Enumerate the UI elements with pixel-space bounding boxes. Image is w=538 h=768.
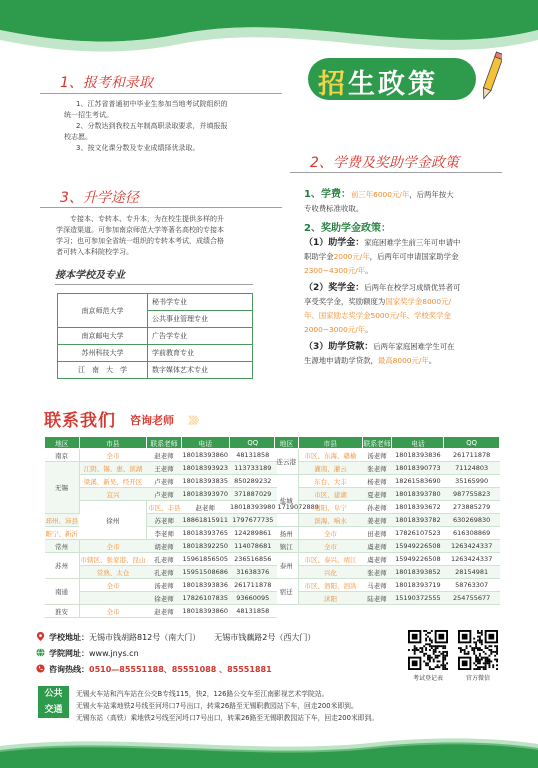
table-row	[275, 566, 500, 579]
bottom-wave-decoration	[0, 736, 538, 768]
city-cell: 市区、丰县	[147, 501, 182, 514]
teacher-cell: 虞老师	[362, 553, 392, 566]
transport-line: 无锡火车站和汽车站在公交B专线115，快2，126路公交车至江南影视艺术学院站。	[76, 690, 329, 698]
registration-qr-caption: 考试登记表	[412, 675, 443, 682]
qq-cell: 48131858	[229, 605, 277, 618]
city-cell: 灌南、灌云	[298, 462, 362, 475]
teacher-cell: 赵老师	[182, 501, 230, 514]
qq-cell: 261711878	[229, 579, 277, 592]
phone-cell: 18018390773	[392, 462, 444, 475]
teacher-cell: 姜老师	[362, 514, 392, 527]
phone-icon	[36, 664, 45, 673]
qq-cell: 254755677	[444, 592, 500, 605]
phone-cell: 15951508686	[182, 566, 230, 579]
city-cell: 市区、东海、赣榆	[298, 449, 362, 462]
wechat-qr-caption: 官方微信	[465, 675, 490, 682]
phone-cell: 18018393860	[182, 605, 230, 618]
phone-cell: 15949226508	[392, 540, 444, 553]
table-row	[275, 462, 500, 475]
phone-cell: 15949226508	[392, 553, 444, 566]
phone-cell: 18018393970	[182, 488, 230, 501]
city-cell: 东台、大丰	[298, 475, 362, 488]
teacher-cell: 孔老师	[147, 566, 182, 579]
qq-cell: 1263424337	[444, 553, 500, 566]
contact-table-right	[274, 436, 500, 605]
city-cell: 市区、建湖	[298, 488, 362, 501]
city-cell: 市区、泰兴、靖江	[298, 553, 362, 566]
advancement-text: 专接本、专转本、专升本，为在校生提供多样的升 学深造渠道。可参加南京师范大学等著名高校的专接本 学习；也可参加全省统一组织的专转本考试，成绩合格 者可转入本科院校学习。	[56, 215, 224, 256]
city-cell: 市区、泗阳、泗洪	[298, 579, 362, 592]
divider	[290, 172, 502, 173]
area-cell: 淮安	[45, 605, 80, 618]
divider	[40, 207, 282, 208]
phone-cell: 18018393980	[229, 501, 277, 514]
qq-cell: 114078681	[229, 540, 277, 553]
table-row	[275, 527, 500, 540]
school-name: 江 南 大 学	[58, 362, 148, 379]
school-name: 南京邮电大学	[58, 328, 148, 345]
qq-cell: 261711878	[444, 449, 500, 462]
area-cell: 泰州	[275, 553, 299, 579]
phone-cell: 15961856505	[182, 553, 230, 566]
qq-cell: 35165990	[444, 475, 500, 488]
phone-cell: 18018393782	[392, 514, 444, 527]
teacher-cell: 李老师	[147, 527, 182, 540]
city-cell: 邳州、沛县	[45, 514, 80, 527]
teacher-cell: 赵老师	[147, 605, 182, 618]
city-cell: 沭阳	[298, 592, 362, 605]
school-website: 学院网址：www.jnys.cn	[36, 648, 139, 659]
city-cell: 睢宁、新沂	[45, 527, 80, 540]
table-row	[58, 345, 253, 362]
transport-line: 无锡东站（高铁）乘地铁2号线至河埒口7号出口，转乘26路至无锡职教园站下车，回走200米即到。	[76, 714, 379, 722]
phone-cell: 18018393852	[392, 566, 444, 579]
area-cell: 南京	[45, 449, 80, 462]
phone-cell: 18018393780	[392, 488, 444, 501]
table-header-row	[275, 437, 500, 449]
section-admission-title: 1、报考和录取	[60, 75, 153, 91]
city-cell: 全市	[298, 540, 362, 553]
teacher-cell: 汤老师	[147, 579, 182, 592]
qq-cell: 28154981	[444, 566, 500, 579]
phone-cell: 17826107523	[392, 527, 444, 540]
teacher-cell: 夏老师	[362, 488, 392, 501]
city-cell: 兴化	[298, 566, 362, 579]
header-area: 地区	[275, 437, 299, 449]
qq-cell: 630269830	[444, 514, 500, 527]
city-cell	[79, 592, 147, 605]
transport-line: 无锡火车站乘地铁2号线至河埒口7号出口，转乘26路至无锡职教园站下车，回走200米即到。	[76, 702, 358, 710]
phone-cell: 15190372555	[392, 592, 444, 605]
teacher-cell: 孔老师	[147, 553, 182, 566]
area-cell: 苏州	[45, 553, 80, 579]
phone-cell: 18018393835	[182, 475, 230, 488]
teacher-cell: 孙老师	[362, 501, 392, 514]
contact-title: 联系我们	[44, 411, 116, 431]
location-pin-icon	[36, 632, 45, 641]
phone-cell: 18018393719	[392, 579, 444, 592]
teacher-cell: 王老师	[147, 462, 182, 475]
qq-cell: 1797677735	[229, 514, 277, 527]
teacher-cell: 胡老师	[147, 540, 182, 553]
section-advancement-title: 3、升学途径	[60, 190, 139, 206]
major-name: 秘书学专业	[148, 294, 253, 311]
header-phone: 电话	[392, 437, 444, 449]
teacher-cell: 张老师	[362, 462, 392, 475]
city-cell: 射阳、阜宁	[298, 501, 362, 514]
city-cell: 全市	[79, 579, 147, 592]
school-name: 南京师范大学	[58, 294, 148, 328]
teacher-cell: 马老师	[362, 579, 392, 592]
city-cell: 市辖区、张家港、昆山	[79, 553, 147, 566]
policy-banner-title: 招生政策	[318, 69, 438, 100]
teacher-cell: 赵老师	[147, 449, 182, 462]
header-teacher: 联系老师	[362, 437, 392, 449]
city-cell: 全市	[79, 449, 147, 462]
table-row	[275, 475, 500, 488]
area-cell: 扬州	[275, 527, 299, 540]
city-cell: 全市	[79, 540, 147, 553]
teacher-cell: 杨老师	[362, 475, 392, 488]
table-row	[275, 592, 500, 605]
qq-cell: 1263424337	[444, 540, 500, 553]
phone-cell: 18861815911	[182, 514, 230, 527]
globe-icon	[36, 648, 45, 657]
table-row	[58, 328, 253, 345]
city-cell: 滨海、响水	[298, 514, 362, 527]
top-wave-decoration	[0, 0, 538, 64]
teacher-cell: 陆老师	[362, 592, 392, 605]
major-name: 公共事业管理专业	[148, 311, 253, 328]
teacher-cell: 张老师	[362, 566, 392, 579]
table-row	[45, 605, 320, 618]
divider	[55, 284, 253, 285]
teacher-cell: 虞老师	[362, 540, 392, 553]
teacher-cell: 田老师	[362, 527, 392, 540]
header-area: 地区	[45, 437, 80, 449]
area-cell: 无锡	[45, 462, 80, 514]
table-row	[275, 449, 500, 462]
qq-cell: 71124803	[444, 462, 500, 475]
table-row	[275, 488, 500, 501]
phone-cell: 17826107835	[182, 592, 230, 605]
teacher-cell: 徐老师	[147, 592, 182, 605]
header-qq: QQ	[229, 437, 277, 449]
major-name: 学前教育专业	[148, 345, 253, 362]
table-row	[275, 553, 500, 566]
phone-cell: 18018393836	[392, 449, 444, 462]
qq-cell: 113733189	[229, 462, 277, 475]
fees-block: 1、学费：前三年6000元/年，后两年按大 专收费标准收取。	[304, 189, 454, 213]
header-city: 市县	[298, 437, 362, 449]
qq-cell: 987755823	[444, 488, 500, 501]
header-qq: QQ	[444, 437, 500, 449]
phone-cell: 18018393923	[182, 462, 230, 475]
phone-cell: 18261583690	[392, 475, 444, 488]
area-cell: 盐城	[275, 475, 299, 527]
teacher-cell: 汤老师	[362, 449, 392, 462]
consult-teachers-label: 咨询老师	[130, 414, 174, 427]
table-row	[275, 514, 500, 527]
qq-cell: 236516856	[229, 553, 277, 566]
area-cell: 连云港	[275, 449, 299, 475]
arrows-icon: 》》》	[188, 416, 202, 427]
school-address: 学校地址：无锡市钱胡路812号（南大门） 无锡市钱藕路2号（西大门）	[36, 632, 315, 643]
city-cell: 全市	[298, 527, 362, 540]
area-cell: 徐州	[79, 501, 147, 540]
table-row	[275, 501, 500, 514]
school-name: 苏州科技大学	[58, 345, 148, 362]
header-teacher: 联系老师	[147, 437, 182, 449]
divider	[40, 93, 282, 94]
area-cell: 南通	[45, 579, 80, 605]
table-row	[58, 294, 253, 311]
teacher-cell: 苏老师	[147, 514, 182, 527]
city-cell: 常熟、太仓	[79, 566, 147, 579]
area-cell: 宿迁	[275, 579, 299, 605]
city-cell: 宜兴	[79, 488, 147, 501]
table-row	[58, 362, 253, 379]
major-name: 广告学专业	[148, 328, 253, 345]
aid-block: 2、奖助学金政策： （1）助学金：家庭困难学生前三年可申请中 职助学金2000元/年，后两年可申请国家助学金 2300~4300元/年。 （2）奖学金：后两年在校学习成绩优异者可 享受奖学金，奖励额度为国家奖学金8000元/ 年、国家励志奖学金5000元/年、学校奖学金 2000~3000元/年。 （3）助学贷款：后两年家庭困难学生可在 生源地申请助学贷款，最高8000元/年。	[304, 223, 461, 365]
section-fees-title: 2、学费及奖助学金政策	[310, 155, 459, 171]
partner-schools-heading: 接本学校及专业	[55, 270, 125, 281]
qq-cell: 31638376	[229, 566, 277, 579]
teacher-cell: 卢老师	[147, 475, 182, 488]
wechat-qr-code[interactable]	[458, 630, 498, 670]
area-cell: 镇江	[275, 540, 299, 553]
hotline: 咨询热线：0510—85551188、85551088 、85551881	[36, 664, 272, 675]
header-city: 市县	[79, 437, 147, 449]
website-link[interactable]: www.jnys.cn	[89, 649, 139, 658]
qq-cell: 124289861	[229, 527, 277, 540]
pencil-icon	[482, 50, 502, 102]
phone-cell: 18018393765	[182, 527, 230, 540]
header-phone: 电话	[182, 437, 230, 449]
major-name: 数字媒体艺术专业	[148, 362, 253, 379]
qq-cell: 616308869	[444, 527, 500, 540]
city-cell: 江阴、锡、惠、滨湖	[79, 462, 147, 475]
qq-cell: 1719072889	[277, 501, 320, 514]
phone-cell: 18018393860	[182, 449, 230, 462]
teacher-cell: 卢老师	[147, 488, 182, 501]
table-row	[275, 579, 500, 592]
admission-items: 1、江苏省普通初中毕业生参加当地考试院组织的 统一招生考试。 2、分数达到我校五年制高职录取要求，并填报报 校志愿。 3、按文化课分数及专业成绩择优录取。	[64, 100, 228, 152]
qq-cell: 273885279	[444, 501, 500, 514]
city-cell: 全市	[79, 605, 147, 618]
phone-cell: 18018392250	[182, 540, 230, 553]
phone-cell: 18018393672	[392, 501, 444, 514]
table-row	[275, 540, 500, 553]
qq-cell: 371887029	[229, 488, 277, 501]
phone-cell: 18018393836	[182, 579, 230, 592]
qq-cell: 850289232	[229, 475, 277, 488]
qq-cell: 58763307	[444, 579, 500, 592]
qq-cell: 93660095	[229, 592, 277, 605]
area-cell: 常州	[45, 540, 80, 553]
registration-qr-code[interactable]	[408, 630, 448, 670]
qq-cell: 48131858	[229, 449, 277, 462]
city-cell: 梁溪、新吴、经开区	[79, 475, 147, 488]
transport-label: 公共 交通	[38, 686, 69, 718]
partner-schools-table	[57, 293, 253, 379]
